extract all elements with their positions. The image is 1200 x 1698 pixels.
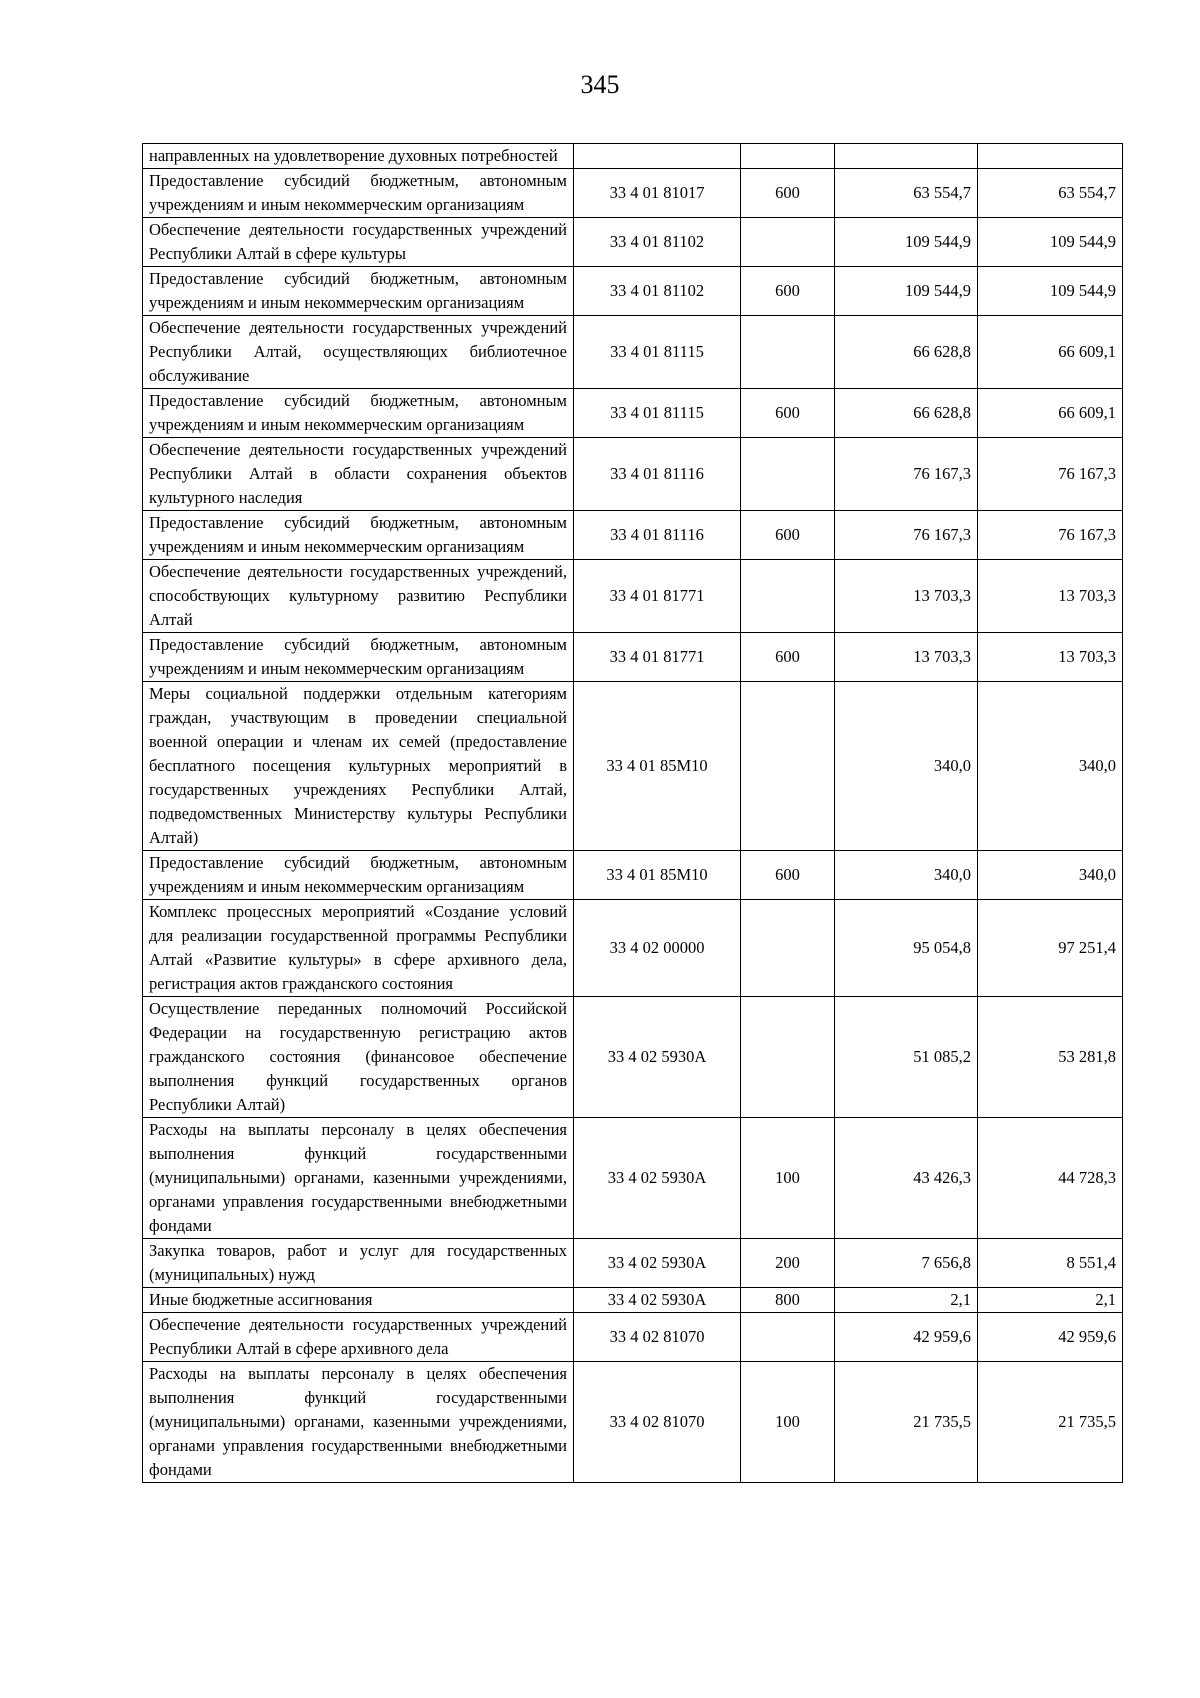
target-code-cell: 33 4 02 00000 [574,900,741,997]
expense-type-cell [741,438,835,511]
amount-second-year-cell: 109 544,9 [978,267,1123,316]
amount-first-year-cell: 42 959,6 [835,1313,978,1362]
expense-name-cell: Предоставление субсидий бюджетным, автономным учреждениям и иным некоммерческим организациям [143,851,574,900]
target-code-cell: 33 4 01 81116 [574,511,741,560]
amount-first-year-cell: 63 554,7 [835,169,978,218]
expense-name-cell: Расходы на выплаты персоналу в целях обеспечения выполнения функций государственными (муниципальными) органами, казенными учреждениями, органами управления государственными внебюджетными фондами [143,1118,574,1239]
amount-first-year-cell: 340,0 [835,851,978,900]
amount-second-year-cell: 42 959,6 [978,1313,1123,1362]
amount-first-year-cell: 109 544,9 [835,218,978,267]
expense-type-cell: 600 [741,267,835,316]
table-row [143,1118,1123,1239]
target-code-cell: 33 4 01 85М10 [574,851,741,900]
amount-first-year-cell: 2,1 [835,1288,978,1313]
amount-second-year-cell: 97 251,4 [978,900,1123,997]
table-row [143,560,1123,633]
expense-type-cell: 600 [741,633,835,682]
expense-name-cell: Обеспечение деятельности государственных учреждений Республики Алтай в области сохранения объектов культурного наследия [143,438,574,511]
target-code-cell: 33 4 01 85М10 [574,682,741,851]
target-code-cell: 33 4 01 81102 [574,267,741,316]
amount-second-year-cell: 66 609,1 [978,316,1123,389]
amount-second-year-cell: 340,0 [978,682,1123,851]
expense-type-cell: 800 [741,1288,835,1313]
target-code-cell: 33 4 02 5930А [574,997,741,1118]
expense-name-cell: Закупка товаров, работ и услуг для государственных (муниципальных) нужд [143,1239,574,1288]
expense-type-cell [741,218,835,267]
amount-second-year-cell: 76 167,3 [978,438,1123,511]
table-row [143,997,1123,1118]
table-row [143,1362,1123,1483]
expense-name-cell: Расходы на выплаты персоналу в целях обеспечения выполнения функций государственными (муниципальными) органами, казенными учреждениями, органами управления государственными внебюджетными фондами [143,1362,574,1483]
table-row [143,633,1123,682]
target-code-cell: 33 4 01 81102 [574,218,741,267]
budget-table-body [143,144,1123,1483]
amount-second-year-cell: 76 167,3 [978,511,1123,560]
target-code-cell: 33 4 01 81115 [574,316,741,389]
expense-name-cell: Обеспечение деятельности государственных учреждений Республики Алтай в сфере культуры [143,218,574,267]
table-row [143,1239,1123,1288]
amount-first-year-cell: 66 628,8 [835,389,978,438]
expense-name-cell: Обеспечение деятельности государственных учреждений Республики Алтай, осуществляющих библиотечное обслуживание [143,316,574,389]
amount-first-year-cell: 43 426,3 [835,1118,978,1239]
target-code-cell: 33 4 01 81017 [574,169,741,218]
expense-type-cell: 200 [741,1239,835,1288]
table-row [143,1288,1123,1313]
table-row [143,169,1123,218]
target-code-cell: 33 4 01 81771 [574,560,741,633]
table-row [143,389,1123,438]
amount-second-year-cell: 2,1 [978,1288,1123,1313]
amount-first-year-cell: 13 703,3 [835,633,978,682]
expense-type-cell [741,997,835,1118]
expense-type-cell: 600 [741,851,835,900]
target-code-cell: 33 4 02 5930А [574,1118,741,1239]
expense-type-cell: 100 [741,1118,835,1239]
expense-name-cell: Предоставление субсидий бюджетным, автономным учреждениям и иным некоммерческим организациям [143,389,574,438]
table-row [143,511,1123,560]
expense-type-cell [741,682,835,851]
amount-first-year-cell: 13 703,3 [835,560,978,633]
page-number: 345 [580,70,620,99]
target-code-cell: 33 4 02 81070 [574,1362,741,1483]
expense-name-cell: Комплекс процессных мероприятий «Создание условий для реализации государственной программы Республики Алтай «Развитие культуры» в сфере архивного дела, регистрация актов гражданского состояния [143,900,574,997]
expense-name-cell: Обеспечение деятельности государственных учреждений, способствующих культурному развитию Республики Алтай [143,560,574,633]
target-code-cell: 33 4 01 81116 [574,438,741,511]
table-row [143,851,1123,900]
amount-first-year-cell: 340,0 [835,682,978,851]
table-row [143,267,1123,316]
expense-name-cell: Иные бюджетные ассигнования [143,1288,574,1313]
amount-second-year-cell: 8 551,4 [978,1239,1123,1288]
amount-first-year-cell: 95 054,8 [835,900,978,997]
expense-name-cell: Предоставление субсидий бюджетным, автономным учреждениям и иным некоммерческим организациям [143,169,574,218]
amount-second-year-cell: 44 728,3 [978,1118,1123,1239]
expense-name-cell: Предоставление субсидий бюджетным, автономным учреждениям и иным некоммерческим организациям [143,633,574,682]
expense-type-cell: 100 [741,1362,835,1483]
table-row [143,900,1123,997]
expense-name-cell: Осуществление переданных полномочий Российской Федерации на государственную регистрацию актов гражданского состояния (финансовое обеспечение выполнения функций государственных органов Республики Алтай) [143,997,574,1118]
target-code-cell: 33 4 01 81115 [574,389,741,438]
amount-first-year-cell: 21 735,5 [835,1362,978,1483]
expense-type-cell: 600 [741,511,835,560]
target-code-cell: 33 4 01 81771 [574,633,741,682]
target-code-cell: 33 4 02 5930А [574,1239,741,1288]
table-row [143,1313,1123,1362]
expense-name-cell: Предоставление субсидий бюджетным, автономным учреждениям и иным некоммерческим организациям [143,267,574,316]
amount-first-year-cell [835,144,978,169]
expense-type-cell: 600 [741,389,835,438]
expense-type-cell [741,1313,835,1362]
amount-second-year-cell: 13 703,3 [978,633,1123,682]
amount-first-year-cell: 66 628,8 [835,316,978,389]
amount-second-year-cell: 340,0 [978,851,1123,900]
target-code-cell: 33 4 02 5930А [574,1288,741,1313]
table-row [143,218,1123,267]
expense-name-cell: Обеспечение деятельности государственных учреждений Республики Алтай в сфере архивного дела [143,1313,574,1362]
expense-name-cell: Предоставление субсидий бюджетным, автономным учреждениям и иным некоммерческим организациям [143,511,574,560]
expense-type-cell [741,900,835,997]
amount-first-year-cell: 76 167,3 [835,438,978,511]
table-row [143,316,1123,389]
amount-second-year-cell: 109 544,9 [978,218,1123,267]
budget-table [142,143,1123,1483]
target-code-cell [574,144,741,169]
table-row [143,682,1123,851]
target-code-cell: 33 4 02 81070 [574,1313,741,1362]
expense-name-cell: Меры социальной поддержки отдельным категориям граждан, участвующим в проведении специальной военной операции и членам их семей (предоставление бесплатного посещения культурных мероприятий в государственных учреждениях Республики Алтай, подведомственных Министерству культуры Республики Алтай) [143,682,574,851]
amount-second-year-cell: 66 609,1 [978,389,1123,438]
expense-type-cell [741,144,835,169]
expense-type-cell: 600 [741,169,835,218]
expense-name-cell: направленных на удовлетворение духовных потребностей [143,144,574,169]
amount-second-year-cell: 63 554,7 [978,169,1123,218]
expense-type-cell [741,560,835,633]
amount-first-year-cell: 7 656,8 [835,1239,978,1288]
table-row [143,438,1123,511]
amount-second-year-cell [978,144,1123,169]
amount-first-year-cell: 76 167,3 [835,511,978,560]
table-row [143,144,1123,169]
amount-second-year-cell: 13 703,3 [978,560,1123,633]
amount-first-year-cell: 109 544,9 [835,267,978,316]
amount-first-year-cell: 51 085,2 [835,997,978,1118]
expense-type-cell [741,316,835,389]
amount-second-year-cell: 53 281,8 [978,997,1123,1118]
amount-second-year-cell: 21 735,5 [978,1362,1123,1483]
